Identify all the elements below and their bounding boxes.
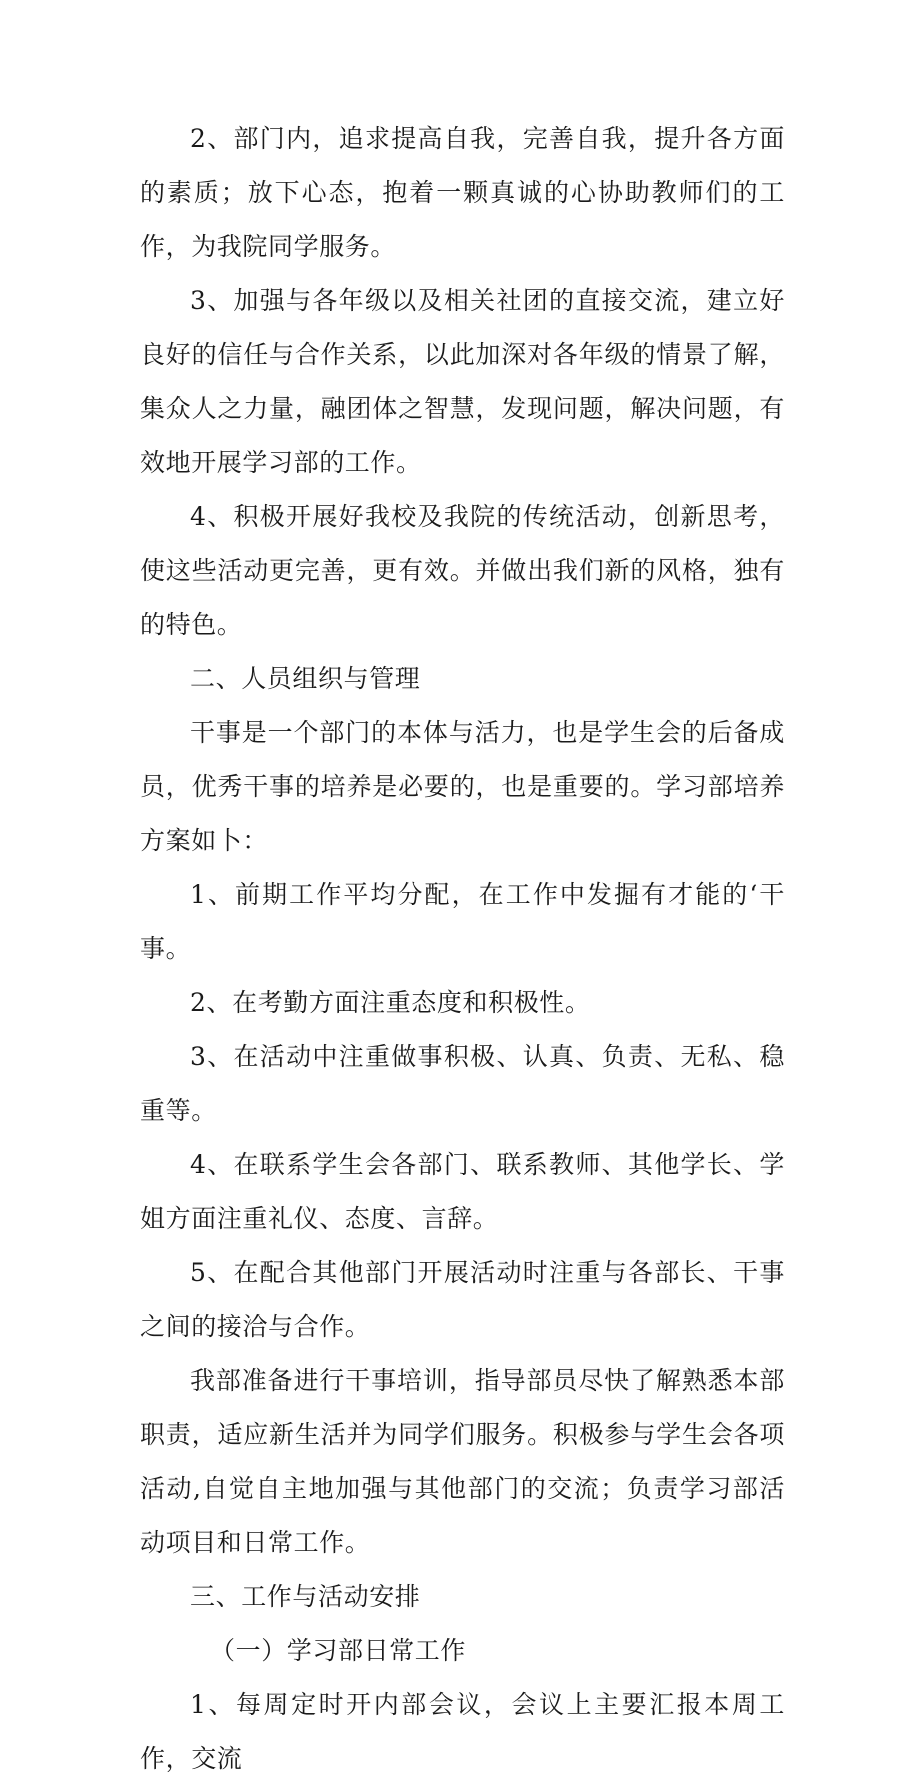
section-heading-personnel: 二、人员组织与管理 [190,664,421,693]
paragraph-plan-3: 3、在活动中注重做事积极、认真、负责、无私、稳重等。 [140,1042,785,1125]
paragraph-goal-4: 4、积极开展好我校及我院的传统活动，创新思考，使这些活动更完善，更有效。并做出我们新的风格，独有的特色。 [140,502,785,639]
section-heading-work-activities: 三、工作与活动安排 [190,1582,421,1611]
paragraph-training: 我部准备进行干事培训，指导部员尽快了解熟悉本部职责，适应新生活并为同学们服务。积极参与学生会各项活动,自觉自主地加强与其他部门的交流；负责学习部活动项目和日常工作。 [140,1366,785,1557]
document-body [140,112,785,1786]
paragraph-plan-5: 5、在配合其他部门开展活动时注重与各部长、干事之间的接洽与合作。 [140,1258,785,1341]
paragraph-daily-1: 1、每周定时开内部会议，会议上主要汇报本周工作，交流 [140,1690,785,1773]
paragraph-goal-3: 3、加强与各年级以及相关社团的直接交流，建立好良好的信任与合作关系，以此加深对各年级的情景了解，集众人之力量，融团体之智慧，发现问题，解决问题，有效地开展学习部的工作。 [140,286,785,477]
paragraph-plan-2: 2、在考勤方面注重态度和积极性。 [190,988,591,1017]
paragraph-plan-4: 4、在联系学生会各部门、联系教师、其他学长、学姐方面注重礼仪、态度、言辞。 [140,1150,785,1233]
paragraph-plan-1: 1、前期工作平均分配，在工作中发掘有才能的‘干事。 [140,880,785,963]
paragraph-staff-intro: 干事是一个部门的本体与活力，也是学生会的后备成员，优秀干事的培养是必要的，也是重要的。学习部培养方案如卜： [140,718,785,855]
paragraph-goal-2: 2、部门内，追求提高自我，完善自我，提升各方面的素质；放下心态，抱着一颗真诚的心协助教师们的工作，为我院同学服务。 [140,124,785,261]
subsection-heading-daily-work: （一）学习部日常工作 [210,1636,467,1665]
